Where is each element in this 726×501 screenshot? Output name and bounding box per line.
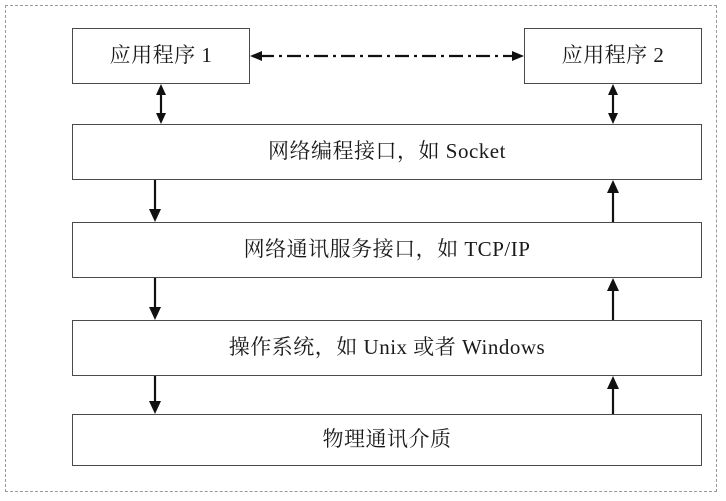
block-socket-api-label: 网络编程接口，如 Socket: [268, 139, 506, 164]
connector-socket-tcpip-down: [148, 180, 162, 222]
connector-os-physical-down: [148, 376, 162, 414]
block-operating-system-label: 操作系统，如 Unix 或者 Windows: [228, 335, 546, 360]
connector-tcpip-socket-up: [606, 180, 620, 222]
block-operating-system: [72, 320, 702, 376]
block-tcpip-service-label: 网络通讯服务接口，如 TCP/IP: [243, 237, 531, 262]
block-socket-api: [72, 124, 702, 180]
connector-physical-os-up: [606, 376, 620, 414]
block-app1: [72, 28, 250, 84]
connector-app1-socket: [154, 84, 168, 124]
block-app2-label: 应用程序 2: [561, 43, 665, 68]
connector-tcpip-os-down: [148, 278, 162, 320]
connector-app2-socket: [606, 84, 620, 124]
connector-os-tcpip-up: [606, 278, 620, 320]
block-app1-label: 应用程序 1: [109, 43, 213, 68]
connector-app1-app2: [250, 49, 524, 63]
block-physical-medium: [72, 414, 702, 466]
block-app2: [524, 28, 702, 84]
block-tcpip-service: [72, 222, 702, 278]
block-physical-medium-label: 物理通讯介质: [322, 427, 452, 452]
